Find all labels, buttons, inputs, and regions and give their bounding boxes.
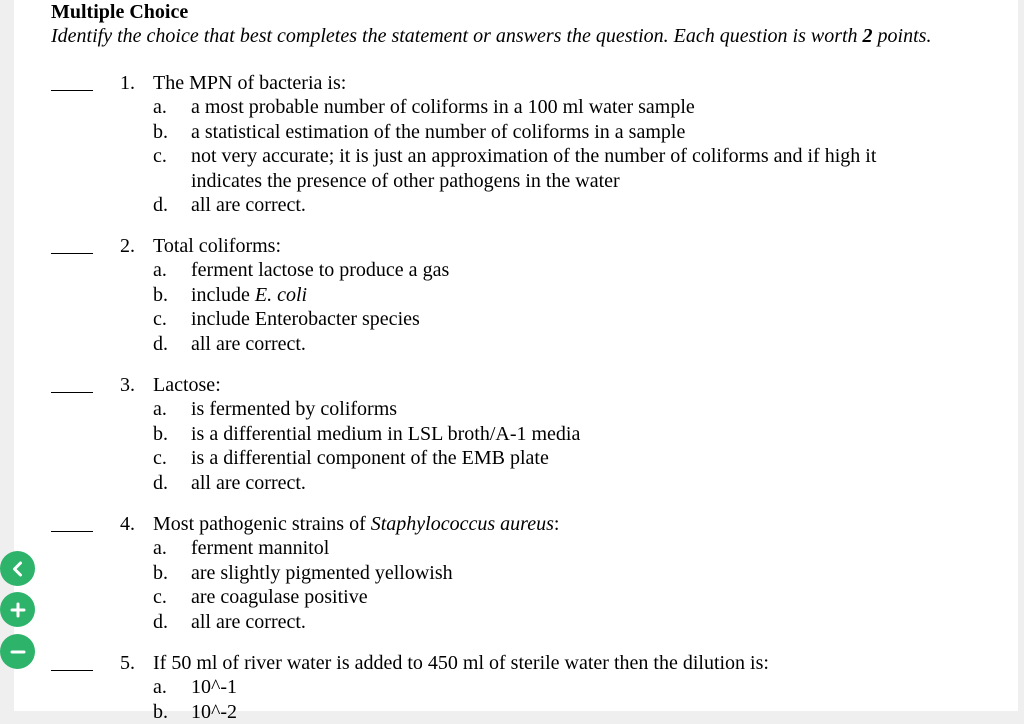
- question-number: 5.: [120, 652, 135, 674]
- question-stem: The MPN of bacteria is:: [153, 72, 347, 94]
- option-d: [14, 610, 1018, 634]
- option-text: is fermented by coliforms: [191, 398, 398, 421]
- answer-blank[interactable]: [51, 234, 93, 258]
- option-text: include Enterobacter species: [191, 308, 420, 331]
- option-letter: c.: [153, 145, 167, 168]
- question-stem: [153, 512, 559, 536]
- option-text-plain: include: [191, 283, 255, 306]
- option-text: are coagulase positive: [191, 586, 368, 609]
- instructions-suffix: points.: [872, 25, 932, 47]
- option-text: are slightly pigmented yellowish: [191, 561, 453, 584]
- points-value: 2: [862, 25, 873, 47]
- option-text: a most probable number of coliforms in a 100 ml water sample: [191, 96, 695, 119]
- back-button[interactable]: [0, 551, 35, 586]
- option-letter: c.: [153, 447, 167, 470]
- option-b: [14, 422, 1018, 446]
- option-a: [14, 397, 1018, 421]
- option-letter: b.: [153, 700, 168, 723]
- option-b: [14, 561, 1018, 585]
- option-letter: c.: [153, 308, 167, 331]
- option-text: 10^-2: [191, 700, 238, 723]
- document-page: [14, 0, 1018, 723]
- option-b: [14, 283, 1018, 307]
- zoom-in-button[interactable]: [0, 592, 35, 627]
- option-text: all are correct.: [191, 332, 306, 355]
- option-d: [14, 332, 1018, 356]
- plus-icon: [9, 601, 27, 619]
- question-stem: If 50 ml of river water is added to 450 ml of sterile water then the dilution is:: [153, 652, 769, 674]
- question-number: 4.: [120, 513, 135, 535]
- option-c: [14, 446, 1018, 470]
- option-a: [14, 675, 1018, 699]
- stem-suffix: :: [553, 513, 560, 535]
- option-letter: c.: [153, 586, 167, 609]
- instructions-text: Identify the choice that best completes the statement or answers the question. Each question is worth: [51, 25, 863, 47]
- option-letter: b.: [153, 561, 168, 584]
- option-text: is a differential medium in LSL broth/A-1 media: [191, 422, 581, 445]
- stem-text: Most pathogenic strains of: [153, 513, 371, 535]
- option-b: [14, 120, 1018, 144]
- option-letter: b.: [153, 120, 168, 143]
- option-text: [191, 283, 931, 307]
- option-a: [14, 258, 1018, 282]
- answer-blank[interactable]: [51, 373, 93, 397]
- question-stem: Lactose:: [153, 374, 221, 396]
- option-letter: a.: [153, 259, 167, 282]
- option-c: [14, 144, 1018, 193]
- option-d: [14, 471, 1018, 495]
- option-letter: a.: [153, 676, 167, 699]
- option-text: not very accurate; it is just an approximation of the number of coliforms and if high it indicates the presence of other pathogens in the water: [191, 145, 877, 192]
- zoom-out-button[interactable]: [0, 634, 35, 669]
- question-number: 2.: [120, 235, 135, 257]
- organism-name: E. coli: [254, 283, 308, 306]
- question-number: 1.: [120, 72, 135, 94]
- option-text: all are correct.: [191, 193, 306, 216]
- section-title: Multiple Choice: [51, 1, 189, 23]
- option-letter: a.: [153, 96, 167, 119]
- option-text: ferment mannitol: [191, 537, 330, 560]
- answer-blank[interactable]: [51, 71, 93, 95]
- option-text: ferment lactose to produce a gas: [191, 259, 450, 282]
- minus-icon: [9, 643, 27, 661]
- option-a: [14, 95, 1018, 119]
- organism-name: Staphylococcus aureus: [370, 513, 554, 535]
- option-d: [14, 193, 1018, 217]
- option-letter: d.: [153, 610, 168, 633]
- option-letter: d.: [153, 193, 168, 216]
- option-a: [14, 536, 1018, 560]
- answer-blank[interactable]: [51, 651, 93, 675]
- question-stem: Total coliforms:: [153, 235, 282, 257]
- answer-blank[interactable]: [51, 512, 93, 536]
- option-text: is a differential component of the EMB plate: [191, 447, 549, 470]
- option-letter: d.: [153, 332, 168, 355]
- option-c: [14, 307, 1018, 331]
- option-letter: b.: [153, 283, 168, 306]
- option-text: all are correct.: [191, 610, 306, 633]
- option-letter: d.: [153, 471, 168, 494]
- option-c: [14, 585, 1018, 609]
- option-text: 10^-1: [191, 676, 238, 699]
- section-instructions: [51, 23, 931, 49]
- option-letter: a.: [153, 537, 167, 560]
- option-letter: a.: [153, 398, 167, 421]
- chevron-left-icon: [9, 560, 27, 578]
- question-number: 3.: [120, 374, 135, 396]
- option-b: [14, 700, 1018, 724]
- option-text: all are correct.: [191, 471, 306, 494]
- option-text: a statistical estimation of the number of coliforms in a sample: [191, 120, 686, 143]
- option-letter: b.: [153, 422, 168, 445]
